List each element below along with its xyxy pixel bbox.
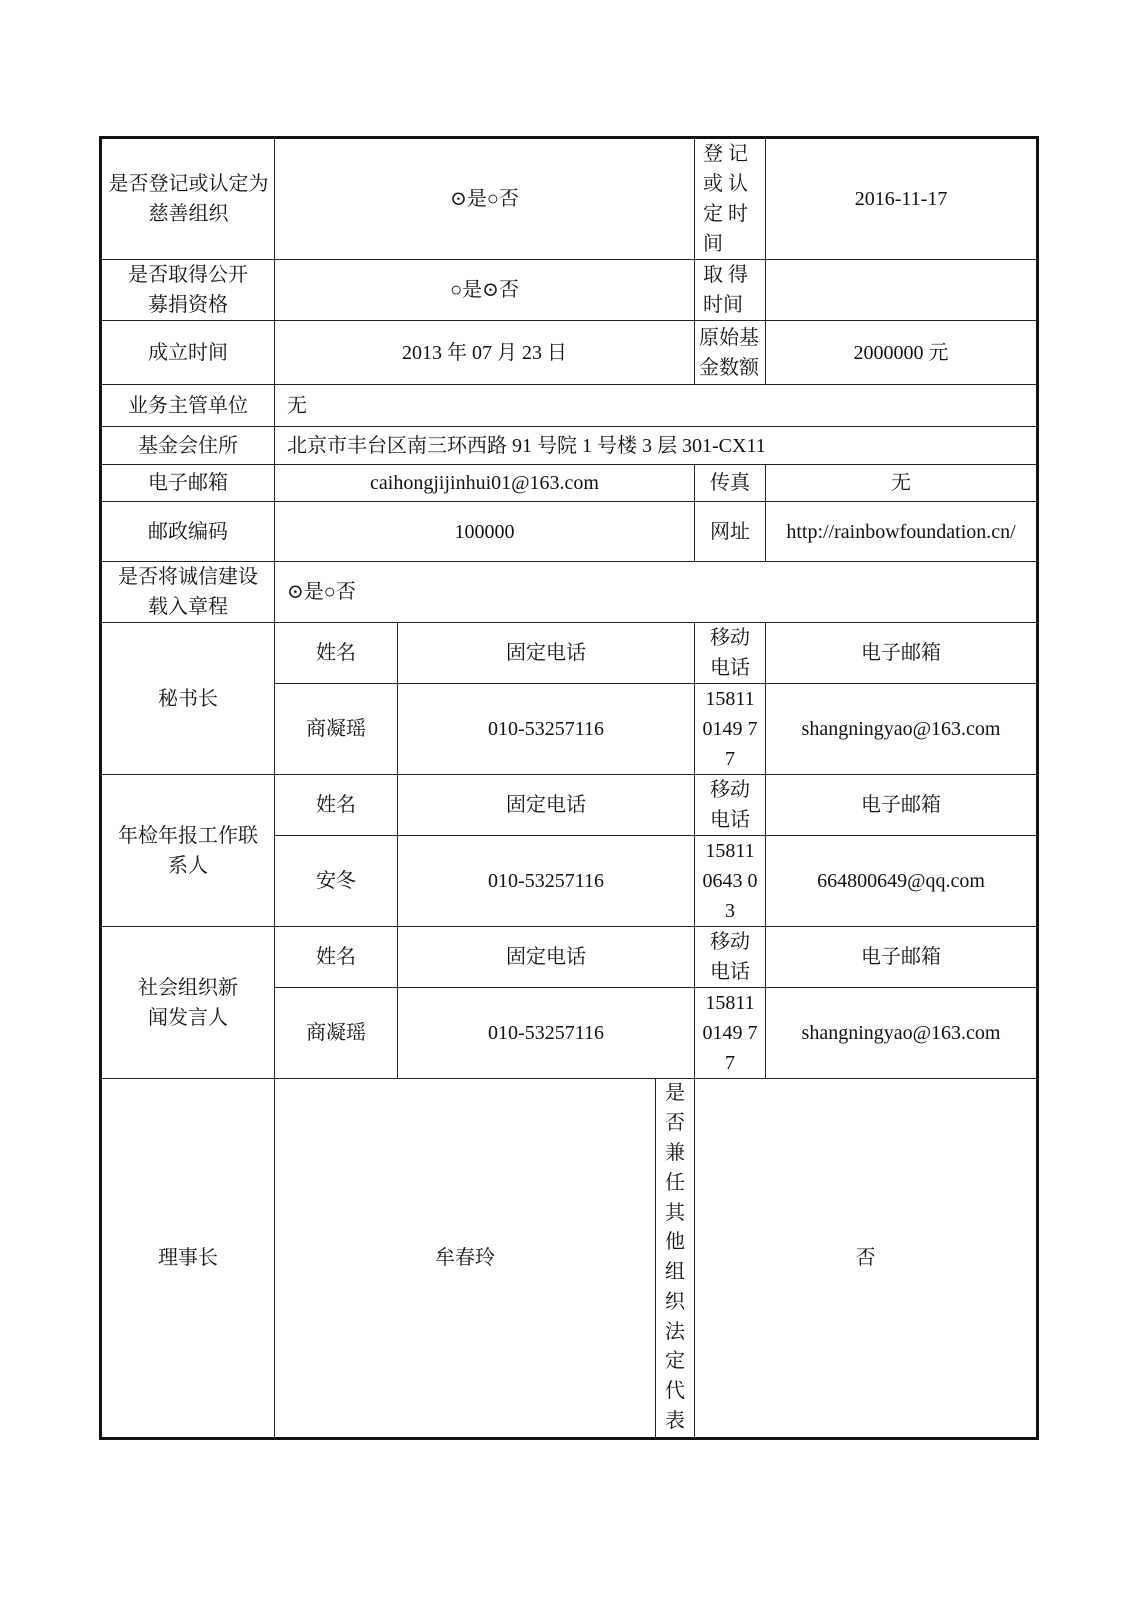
contact-role: 年检年报工作联系人 [101, 775, 275, 927]
header-name: 姓名 [275, 927, 398, 988]
header-name: 姓名 [275, 623, 398, 684]
contact-email: shangningyao@163.com [766, 988, 1038, 1079]
contact-header-row [101, 927, 1038, 988]
supervisor-value: 无 [275, 385, 1038, 427]
contact-mobile: 158110643 03 [695, 836, 766, 927]
contact-name: 安冬 [275, 836, 398, 927]
chairman-label: 理事长 [101, 1079, 275, 1439]
header-phone: 固定电话 [398, 927, 695, 988]
integrity-label: 是否将诚信建设载入章程 [101, 562, 275, 623]
contact-role: 社会组织新闻发言人 [101, 927, 275, 1079]
chairman-question: 是否兼任其他组织法定代表 [656, 1079, 695, 1439]
header-email: 电子邮箱 [766, 623, 1038, 684]
header-phone: 固定电话 [398, 623, 695, 684]
contact-role: 秘书长 [101, 623, 275, 775]
header-email: 电子邮箱 [766, 775, 1038, 836]
contact-header-row [101, 775, 1038, 836]
email-label: 电子邮箱 [101, 465, 275, 502]
fund-amount-label: 原始基金数额 [695, 321, 766, 385]
charity-date-label: 登 记 或 认 定 时 间 [695, 138, 766, 260]
integrity-value: ⊙是○否 [275, 562, 1038, 623]
contact-name: 商凝瑶 [275, 988, 398, 1079]
contact-email: 664800649@qq.com [766, 836, 1038, 927]
fundraising-value: ○是⊙否 [275, 260, 695, 321]
address-value: 北京市丰台区南三环西路 91 号院 1 号楼 3 层 301-CX11 [275, 427, 1038, 465]
fundraising-date-label: 取 得 时间 [695, 260, 766, 321]
contact-email: shangningyao@163.com [766, 684, 1038, 775]
established-value: 2013 年 07 月 23 日 [275, 321, 695, 385]
website-value: http://rainbowfoundation.cn/ [766, 502, 1038, 562]
supervisor-label: 业务主管单位 [101, 385, 275, 427]
chairman-name: 牟春玲 [275, 1079, 656, 1439]
website-label: 网址 [695, 502, 766, 562]
header-phone: 固定电话 [398, 775, 695, 836]
established-label: 成立时间 [101, 321, 275, 385]
charity-registered-label: 是否登记或认定为慈善组织 [101, 138, 275, 260]
fund-amount-value: 2000000 元 [766, 321, 1038, 385]
charity-registered-value: ⊙是○否 [275, 138, 695, 260]
contact-header-row [101, 623, 1038, 684]
header-mobile: 移动电话 [695, 927, 766, 988]
contact-phone: 010-53257116 [398, 988, 695, 1079]
chairman-answer: 否 [695, 1079, 1038, 1439]
fax-value: 无 [766, 465, 1038, 502]
header-mobile: 移动电话 [695, 623, 766, 684]
header-name: 姓名 [275, 775, 398, 836]
foundation-info-table [99, 136, 1039, 1440]
fax-label: 传真 [695, 465, 766, 502]
postcode-label: 邮政编码 [101, 502, 275, 562]
header-email: 电子邮箱 [766, 927, 1038, 988]
contact-mobile: 158110149 77 [695, 684, 766, 775]
contact-mobile: 158110149 77 [695, 988, 766, 1079]
contact-phone: 010-53257116 [398, 836, 695, 927]
fundraising-date-value [766, 260, 1038, 321]
fundraising-label: 是否取得公开募捐资格 [101, 260, 275, 321]
header-mobile: 移动电话 [695, 775, 766, 836]
contact-name: 商凝瑶 [275, 684, 398, 775]
contact-phone: 010-53257116 [398, 684, 695, 775]
email-value: caihongjijinhui01@163.com [275, 465, 695, 502]
address-label: 基金会住所 [101, 427, 275, 465]
charity-date-value: 2016-11-17 [766, 138, 1038, 260]
postcode-value: 100000 [275, 502, 695, 562]
